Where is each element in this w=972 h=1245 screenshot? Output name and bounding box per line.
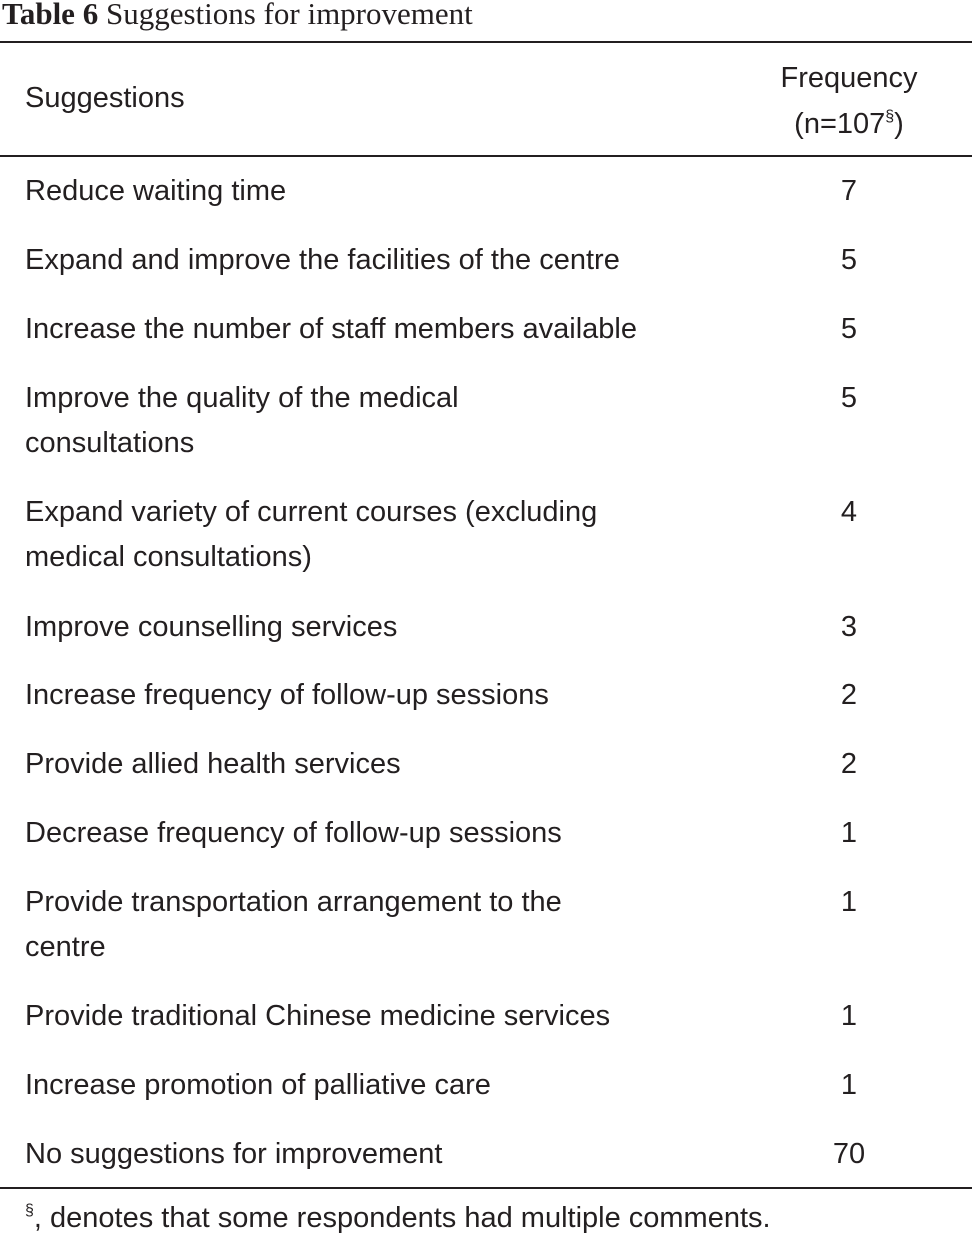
frequency-cell: 2 xyxy=(840,748,858,780)
frequency-cell: 3 xyxy=(840,611,858,643)
footnote-mark: § xyxy=(25,1202,34,1219)
frequency-cell: 5 xyxy=(840,382,858,414)
frequency-cell: 1 xyxy=(840,1069,858,1101)
column-header-frequency xyxy=(728,55,970,152)
table-footnote xyxy=(25,1196,771,1245)
table-top-rule xyxy=(0,41,972,43)
section-mark: § xyxy=(885,108,895,125)
footnote-text: , denotes that some respondents had multiple comments. xyxy=(33,1202,771,1234)
suggestion-cell: Provide traditional Chinese medicine services xyxy=(25,1000,611,1032)
suggestion-cell: No suggestions for improvement xyxy=(25,1138,443,1170)
table-bottom-rule xyxy=(0,1187,972,1189)
frequency-cell: 1 xyxy=(840,1000,858,1032)
table-caption-title: Suggestions for improvement xyxy=(105,0,473,31)
suggestion-cell: Expand variety of current courses (excluding medical consultations) xyxy=(25,496,598,573)
suggestion-cell: Improve counselling services xyxy=(25,611,398,643)
suggestion-cell: Increase the number of staff members available xyxy=(25,313,638,345)
frequency-cell: 2 xyxy=(840,679,858,711)
frequency-cell: 1 xyxy=(840,817,858,849)
frequency-header-line1: Frequency xyxy=(780,62,918,94)
frequency-cell: 5 xyxy=(840,244,858,276)
suggestion-cell: Reduce waiting time xyxy=(25,175,287,207)
table-caption xyxy=(2,0,473,34)
frequency-header-line2-prefix: (n=107 xyxy=(794,108,886,140)
suggestion-cell: Improve the quality of the medical consultations xyxy=(25,382,459,459)
suggestion-cell: Provide transportation arrangement to the centre xyxy=(25,886,562,963)
suggestion-cell: Increase promotion of palliative care xyxy=(25,1069,491,1101)
suggestion-cell: Decrease frequency of follow-up sessions xyxy=(25,817,562,849)
frequency-cell: 1 xyxy=(840,886,858,918)
suggestion-cell: Expand and improve the facilities of the centre xyxy=(25,244,620,276)
frequency-cell: 70 xyxy=(832,1138,866,1170)
header-bottom-rule xyxy=(0,155,972,157)
table-caption-label: Table 6 xyxy=(2,0,99,31)
suggestion-cell: Provide allied health services xyxy=(25,748,401,780)
frequency-cell: 4 xyxy=(840,496,858,528)
frequency-cell: 7 xyxy=(840,175,858,207)
suggestion-cell: Increase frequency of follow-up sessions xyxy=(25,679,549,711)
column-header-suggestions: Suggestions xyxy=(25,82,185,114)
frequency-header-line2-suffix: ) xyxy=(894,108,904,140)
frequency-cell: 5 xyxy=(840,313,858,345)
